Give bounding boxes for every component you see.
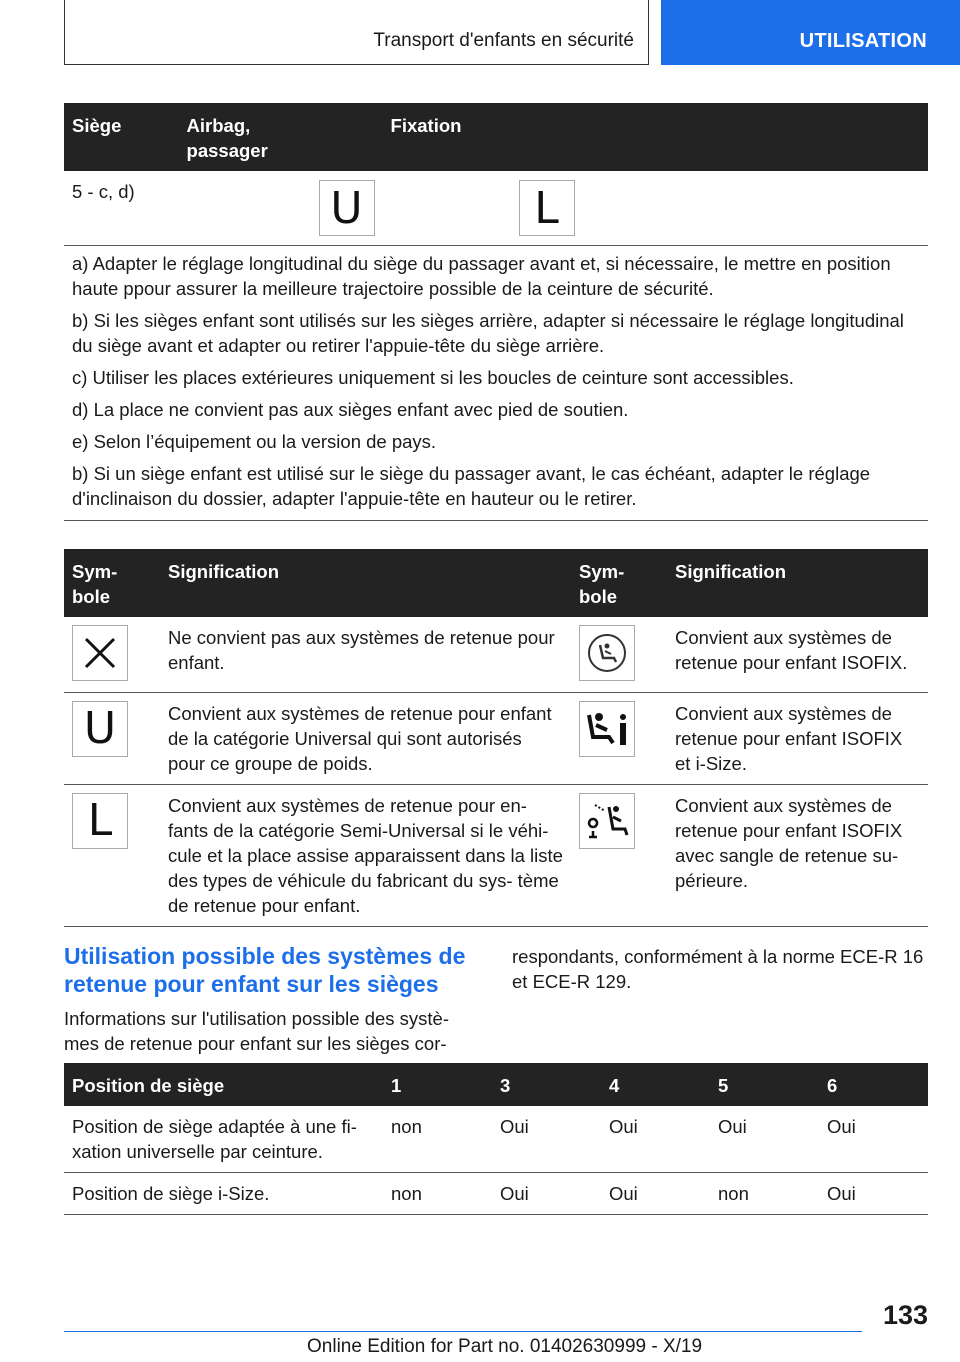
seat-fixation-table — [64, 103, 928, 246]
isofix-isize-icon — [579, 701, 635, 757]
header-cell: Signification — [160, 549, 571, 617]
footnote: d) La place ne convient pas aux sièges enfant avec pied de soutien. — [72, 399, 629, 420]
edition-note: Online Edition for Part no. 01402630999 - X/19 — [307, 1336, 703, 1357]
chapter-title: UTILISATION — [799, 30, 927, 52]
symbol-legend-table — [64, 549, 928, 927]
isofix-svg — [585, 631, 629, 675]
symbol-cell — [64, 692, 160, 784]
symbol-l: L — [87, 795, 113, 846]
symbol-cell — [571, 617, 667, 692]
table-cell: Position de siège adaptée à une fi- xation universelle par ceinture. — [64, 1106, 383, 1173]
section-header-box — [64, 0, 649, 65]
header-cell: Signification — [667, 549, 928, 617]
table-row — [64, 692, 928, 784]
section-paragraph-left: Informations sur l'utilisation possible des systè- mes de retenue pour enfant sur les sièges cor- — [64, 1008, 450, 1054]
table-cell: Oui — [492, 1173, 601, 1215]
header-symbol: Sym- bole — [72, 561, 118, 607]
symbol-cell — [64, 617, 160, 692]
header-symbol: Sym- bole — [579, 561, 625, 607]
tether-svg — [583, 797, 631, 845]
footnote: e) Selon l’équipement ou la version de pays. — [72, 431, 437, 452]
page-header — [0, 0, 960, 66]
table-header-row — [64, 549, 928, 617]
header-cell — [571, 549, 667, 617]
isize-svg — [583, 705, 631, 753]
meaning-cell: Convient aux systèmes de retenue pour enfant ISOFIX. — [667, 617, 928, 692]
meaning-cell: Convient aux systèmes de retenue pour enfant de la catégorie Universal qui sont autorisés pour ce groupe de poids. — [160, 692, 571, 784]
symbol-l: L — [534, 182, 559, 234]
header-cell: Position de siège — [64, 1063, 383, 1106]
footer-divider — [64, 1331, 862, 1332]
table-cell: non — [710, 1173, 819, 1215]
isofix-icon — [579, 625, 635, 681]
symbol-cell — [64, 784, 160, 926]
semi-universal-l-icon — [519, 180, 575, 236]
table-header-row — [64, 103, 928, 171]
footnote: c) Utiliser les places extérieures uniquement si les boucles de ceinture sont accessibles. — [72, 367, 794, 388]
meaning-cell: Ne convient pas aux systèmes de retenue pour enfant. — [160, 617, 571, 692]
symbol-u: U — [330, 182, 363, 234]
header-cell: 6 — [819, 1063, 928, 1106]
universal-u-icon — [72, 701, 128, 757]
header-cell — [179, 103, 383, 171]
universal-u-icon — [319, 180, 375, 236]
chapter-tab — [661, 0, 960, 65]
table-row — [64, 1106, 928, 1173]
table-cell: Oui — [492, 1106, 601, 1173]
table-cell: Oui — [601, 1173, 710, 1215]
header-cell: 1 — [383, 1063, 492, 1106]
table-row — [64, 617, 928, 692]
table-cell: non — [383, 1106, 492, 1173]
table-cell: Oui — [601, 1106, 710, 1173]
seat-cell: 5 - c, d) — [64, 171, 179, 245]
footnote: a) Adapter le réglage longitudinal du siège du passager avant et, si nécessaire, le mettre en position haute ppour assurer la meilleure trajectoire possible de la ceinture de sécurité. — [72, 253, 891, 299]
section-paragraph-right: respondants, conformément à la norme ECE-R 16 et ECE-R 129. — [512, 946, 924, 992]
header-cell: 3 — [492, 1063, 601, 1106]
meaning-cell: Convient aux systèmes de retenue pour en- fants de la catégorie Semi-Universal si le véhi- cule et la place assise apparaissent dans la liste des types de véhicule du fabricant du sys- tème de retenue pour enfant. — [160, 784, 571, 926]
table-row — [64, 171, 928, 245]
airbag-cell — [179, 171, 383, 245]
table-cell: Position de siège i-Size. — [64, 1173, 383, 1215]
header-cell — [64, 549, 160, 617]
footnotes — [64, 242, 928, 521]
table-row — [64, 1173, 928, 1215]
header-cell: 4 — [601, 1063, 710, 1106]
meaning-cell: Convient aux systèmes de retenue pour enfant ISOFIX et i-Size. — [667, 692, 928, 784]
page-number: 133 — [882, 1300, 928, 1330]
footnote: b) Si un siège enfant est utilisé sur le siège du passager avant, le cas échéant, adapter le réglage d'inclinaison du dossier, adapter l'appuie-tête en hauteur ou le retirer. — [72, 463, 871, 509]
footnote: b) Si les sièges enfant sont utilisés sur les sièges arrière, adapter si nécessaire le réglage longitudinal du siège avant et adapter ou retirer l'appuie-tête du siège arrière. — [72, 310, 904, 356]
header-cell: Fixation — [383, 103, 928, 171]
seat-position-table — [64, 1063, 928, 1215]
x-mark-svg — [83, 636, 117, 670]
symbol-u: U — [83, 703, 117, 754]
meaning-cell: Convient aux systèmes de retenue pour enfant ISOFIX avec sangle de retenue su- périeure. — [667, 784, 928, 926]
section-heading: Utilisation possible des systèmes de retenue pour enfant sur les sièges — [64, 943, 466, 997]
table-cell: Oui — [819, 1173, 928, 1215]
header-cell: Siège — [64, 103, 179, 171]
table-row — [64, 784, 928, 926]
header-airbag: Airbag, passager — [186, 115, 268, 161]
not-suitable-x-icon — [72, 625, 128, 681]
table-cell: Oui — [710, 1106, 819, 1173]
symbol-cell — [571, 784, 667, 926]
symbol-cell — [571, 692, 667, 784]
table-header-row — [64, 1063, 928, 1106]
semi-universal-l-icon — [72, 793, 128, 849]
table-cell: Oui — [819, 1106, 928, 1173]
table-cell: non — [383, 1173, 492, 1215]
header-cell: 5 — [710, 1063, 819, 1106]
fixation-cell — [383, 171, 928, 245]
isofix-top-tether-icon — [579, 793, 635, 849]
section-title: Transport d'enfants en sécurité — [373, 30, 634, 51]
